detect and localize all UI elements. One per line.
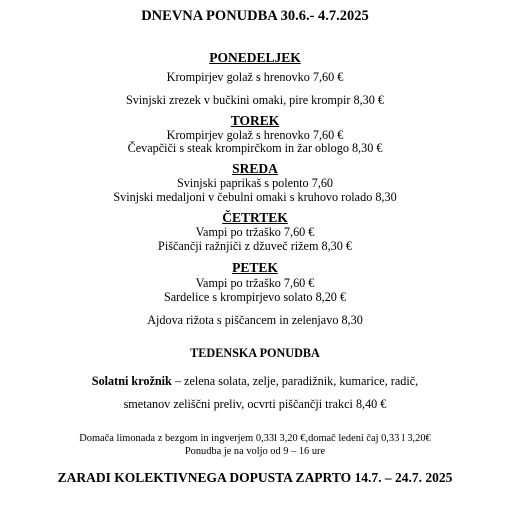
menu-item: Ajdova rižota s piščancem in zelenjavo 8,30 (147, 313, 363, 327)
menu-item: Vampi po tržaško 7,60 € (195, 276, 315, 290)
drinks-info: Domača limonada z bezgom in ingverjem 0,33l 3,20 €,domač ledeni čaj 0,33 l 3,20€ (79, 433, 431, 444)
menu-item: Vampi po tržaško 7,60 € (195, 225, 315, 239)
menu-item: Krompirjev golaž s hrenovko 7,60 € (166, 128, 344, 142)
salad-name: Solatni krožnik (91, 374, 172, 388)
day-heading-thursday: ČETRTEK (222, 210, 288, 225)
day-heading-tuesday: TOREK (230, 113, 280, 128)
menu-item: Krompirjev golaž s hrenovko 7,60 € (166, 70, 344, 84)
weekly-salad-line (0, 374, 510, 389)
closure-notice: ZARADI KOLEKTIVNEGA DOPUSTA ZAPRTO 14.7. – 24.7. 2025 (57, 470, 453, 485)
menu-title: DNEVNA PONUDBA 30.6.- 4.7.2025 (141, 8, 369, 24)
opening-hours: Ponudba je na voljo od 9 – 16 ure (184, 446, 326, 457)
day-heading-friday: PETEK (232, 260, 278, 275)
weekly-salad-line-2: smetanov zeliščni preliv, ocvrti piščančji trakci 8,40 € (123, 397, 387, 411)
menu-item: Sardelice s krompirjevo solato 8,20 € (163, 290, 347, 304)
menu-item: Svinjski medaljoni v čebulni omaki s kruhovo rolado 8,30 (113, 190, 397, 204)
salad-description: – zelena solata, zelje, paradižnik, kumarice, radič, (171, 374, 419, 388)
menu-item: Svinjski zrezek v bučkini omaki, pire krompir 8,30 € (126, 93, 384, 107)
weekly-offer-heading: TEDENSKA PONUDBA (190, 346, 320, 360)
day-heading-wednesday: SREDA (232, 161, 278, 176)
menu-item: Piščančji ražnjiči z džuveč rižem 8,30 € (158, 239, 352, 253)
day-heading-monday: PONEDELJEK (209, 50, 301, 65)
menu-item: Čevapčiči s steak krompirčkom in žar oblogo 8,30 € (127, 141, 383, 155)
menu-item: Svinjski paprikaš s polento 7,60 (176, 176, 334, 190)
